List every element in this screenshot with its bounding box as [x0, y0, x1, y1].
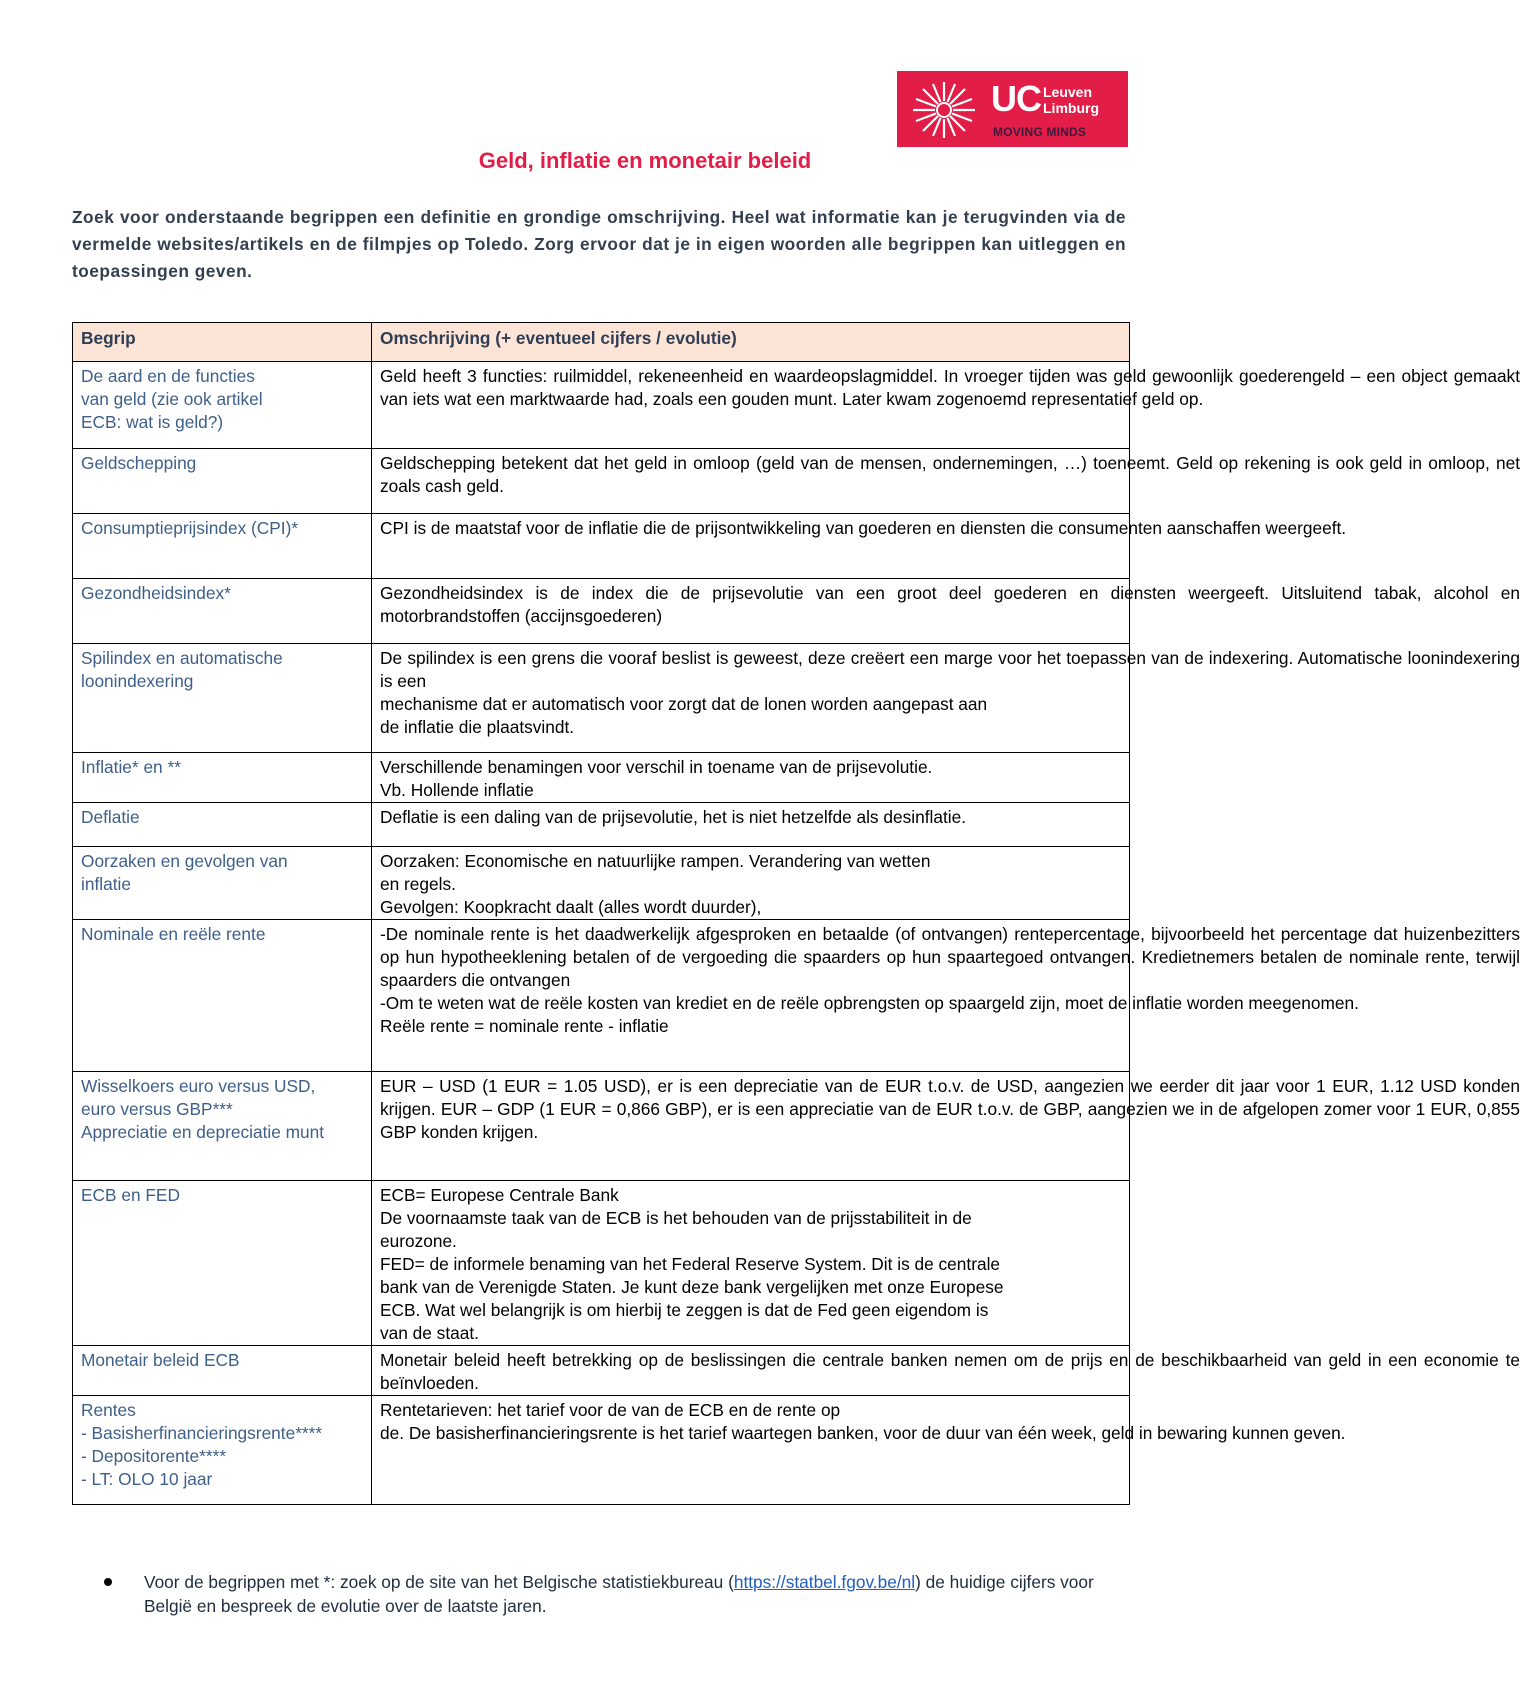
term-line: De aard en de functies — [81, 366, 255, 386]
term-cell — [73, 1396, 372, 1505]
description-cell — [372, 362, 1520, 449]
logo-tagline: MOVING MINDS — [993, 125, 1087, 139]
description-line: de. De basisherfinancieringsrente is het tarief waartegen banken, voor de duur van één week, geld in bewaring kunnen geven. — [380, 1423, 1346, 1443]
description-cell — [372, 1181, 1130, 1346]
description-line: Rentetarieven: het tarief voor de van de ECB en de rente op — [380, 1400, 841, 1420]
term-cell — [73, 847, 372, 920]
term-line: ECB en FED — [81, 1185, 180, 1205]
term-cell — [73, 449, 372, 514]
table-row — [73, 847, 1130, 920]
logo-location: Leuven Limburg — [1043, 84, 1099, 116]
description-line: ECB= Europese Centrale Bank — [380, 1185, 619, 1205]
term-cell — [73, 362, 372, 449]
description-line: -Om te weten wat de reële kosten van krediet en de reële opbrengsten op spaargeld zijn, moet de inflatie worden meegenomen. — [380, 993, 1359, 1013]
description-line: De spilindex is een grens die vooraf beslist is geweest, deze creëert een marge voor het toepassen van de indexering. Automatische loonindexering is een — [380, 648, 1520, 691]
description-line: De voornaamste taak van de ECB is het behouden van de prijsstabiliteit in de — [380, 1208, 972, 1228]
description-line: ECB. Wat wel belangrijk is om hierbij te zeggen is dat de Fed geen eigendom is — [380, 1300, 989, 1320]
bullet-icon — [104, 1578, 112, 1586]
description-line: -De nominale rente is het daadwerkelijk afgesproken en betaalde (of ontvangen) rentepercentage, bijvoorbeeld het percentage dat huizenbezitters op hun hypotheeklening betalen of de vergoeding die spaarders op hun spaartegoed ontvangen. Kredietnemers betalen de nominale rente, terwijl spaarders die ontvangen — [380, 924, 1520, 990]
table-row — [73, 1346, 1130, 1396]
table-row — [73, 362, 1130, 449]
description-cell — [372, 920, 1520, 1072]
description-line: mechanisme dat er automatisch voor zorgt dat de lonen worden aangepast aan — [380, 694, 988, 714]
description-cell — [372, 803, 1130, 847]
term-cell — [73, 920, 372, 1072]
concepts-table — [72, 322, 1520, 1505]
description-line: eurozone. — [380, 1231, 457, 1251]
term-cell — [73, 1181, 372, 1346]
term-line: Inflatie* en ** — [81, 757, 181, 777]
description-line: de inflatie die plaatsvindt. — [380, 717, 575, 737]
table-row — [73, 644, 1130, 753]
table-header-row — [73, 323, 1130, 362]
description-line: van de staat. — [380, 1323, 479, 1343]
description-cell — [372, 1072, 1520, 1181]
table-row — [73, 1072, 1130, 1181]
term-line: - Basisherfinancieringsrente**** — [81, 1423, 323, 1443]
description-line: en regels. — [380, 874, 456, 894]
description-cell — [372, 1346, 1520, 1396]
logo-uc: UC — [991, 78, 1041, 119]
bullet-text-start: Voor de begrippen met *: zoek op de site van het Belgische statistiekbureau ( — [144, 1572, 734, 1592]
page-title: Geld, inflatie en monetair beleid — [478, 148, 812, 173]
term-cell — [73, 753, 372, 803]
description-cell — [372, 1396, 1346, 1505]
description-cell — [372, 514, 1347, 579]
term-line: Nominale en reële rente — [81, 924, 266, 944]
table-row — [73, 449, 1130, 514]
description-line: bank van de Verenigde Staten. Je kunt deze bank vergelijken met onze Europese — [380, 1277, 1004, 1297]
header-omschrijving: Omschrijving (+ eventueel cijfers / evolutie) — [372, 323, 1130, 362]
description-line: Deflatie is een daling van de prijsevolutie, het is niet hetzelfde als desinflatie. — [380, 807, 966, 827]
term-line: Consumptieprijsindex (CPI)* — [81, 518, 299, 538]
description-line: Monetair beleid heeft betrekking op de beslissingen die centrale banken nemen om de prijs en de beschikbaarheid van geld in een economie te beïnvloeden. — [380, 1350, 1520, 1393]
statbel-link[interactable]: https://statbel.fgov.be/nl — [733, 1572, 916, 1592]
term-line: Appreciatie en depreciatie munt — [81, 1122, 325, 1142]
table-row — [73, 753, 1130, 803]
description-line: FED= de informele benaming van het Federal Reserve System. Dit is de centrale — [380, 1254, 1001, 1274]
term-line: Geldschepping — [81, 453, 197, 473]
description-cell — [372, 753, 1130, 803]
table-row — [73, 803, 1130, 847]
description-line: Verschillende benamingen voor verschil in toename van de prijsevolutie. — [380, 757, 933, 777]
description-line: Oorzaken: Economische en natuurlijke rampen. Verandering van wetten — [380, 851, 931, 871]
description-cell — [372, 847, 1130, 920]
table-row — [73, 514, 1130, 579]
term-line: ECB: wat is geld?) — [81, 412, 224, 432]
term-line: Monetair beleid ECB — [81, 1350, 240, 1370]
description-line: Vb. Hollende inflatie — [380, 780, 534, 800]
table-row — [73, 1396, 1130, 1505]
table-row — [73, 920, 1130, 1072]
description-line: Gezondheidsindex is de index die de prijsevolutie van een groot deel goederen en diensten weergeeft. Uitsluitend tabak, alcohol en motorbrandstoffen (accijnsgoederen) — [380, 583, 1520, 626]
term-line: Oorzaken en gevolgen van — [81, 851, 288, 871]
term-line: inflatie — [81, 874, 131, 894]
sun-emblem-icon — [911, 80, 977, 140]
term-cell — [73, 514, 372, 579]
description-line: Gevolgen: Koopkracht daalt (alles wordt duurder), — [380, 897, 762, 917]
term-line: Rentes — [81, 1400, 136, 1420]
header-begrip: Begrip — [73, 323, 372, 362]
description-line: Reële rente = nominale rente - inflatie — [380, 1016, 669, 1036]
bullet-note — [104, 1570, 1104, 1618]
term-line: loonindexering — [81, 671, 194, 691]
term-line: Gezondheidsindex* — [81, 583, 231, 603]
description-line: Geldschepping betekent dat het geld in omloop (geld van de mensen, ondernemingen, …) toeneemt. Geld op rekening is ook geld in omloop, net zoals cash geld. — [380, 453, 1520, 496]
term-cell — [73, 644, 372, 753]
term-line: Wisselkoers euro versus USD, — [81, 1076, 316, 1096]
description-line: Geld heeft 3 functies: ruilmiddel, rekeneenheid en waardeopslagmiddel. In vroeger tijden was geld gewoonlijk goederengeld – een object gemaakt van iets wat een marktwaarde had, zoals een gouden munt. Later kwam zogenoemd representatief geld op. — [380, 366, 1520, 409]
term-cell — [73, 803, 372, 847]
table-row — [73, 579, 1130, 644]
term-line: euro versus GBP*** — [81, 1099, 233, 1119]
term-line: - LT: OLO 10 jaar — [81, 1469, 213, 1489]
term-line: Deflatie — [81, 807, 140, 827]
uc-leuven-limburg-logo — [897, 71, 1128, 147]
description-line: CPI is de maatstaf voor de inflatie die de prijsontwikkeling van goederen en diensten die consumenten aanschaffen weergeeft. — [380, 518, 1347, 538]
description-cell — [372, 644, 1520, 753]
term-cell — [73, 579, 372, 644]
term-line: van geld (zie ook artikel — [81, 389, 263, 409]
bullet-text-end: ) de huidige cijfers voor België en bespreek de evolutie over de laatste jaren. — [144, 1572, 1094, 1616]
term-cell — [73, 1072, 372, 1181]
table-row — [73, 1181, 1130, 1346]
term-line: Spilindex en automatische — [81, 648, 283, 668]
term-cell — [73, 1346, 372, 1396]
intro-paragraph: Zoek voor onderstaande begrippen een definitie en grondige omschrijving. Heel wat informatie kan je terugvinden via de vermelde websites/artikels en de filmpjes op Toledo. Zorg ervoor dat je in eigen woorden alle begrippen kan uitleggen en toepassingen geven. — [72, 207, 1126, 281]
term-line: - Depositorente**** — [81, 1446, 227, 1466]
description-cell — [372, 449, 1520, 514]
description-line: EUR – USD (1 EUR = 1.05 USD), er is een depreciatie van de EUR t.o.v. de USD, aangezien we eerder dit jaar voor 1 EUR, 1.12 USD konden krijgen. EUR – GDP (1 EUR = 0,866 GBP), er is een appreciatie van de EUR t.o.v. de GBP, aangezien we in de afgelopen zomer voor 1 EUR, 0,855 GBP konden krijgen. — [380, 1076, 1520, 1142]
description-cell — [372, 579, 1520, 644]
